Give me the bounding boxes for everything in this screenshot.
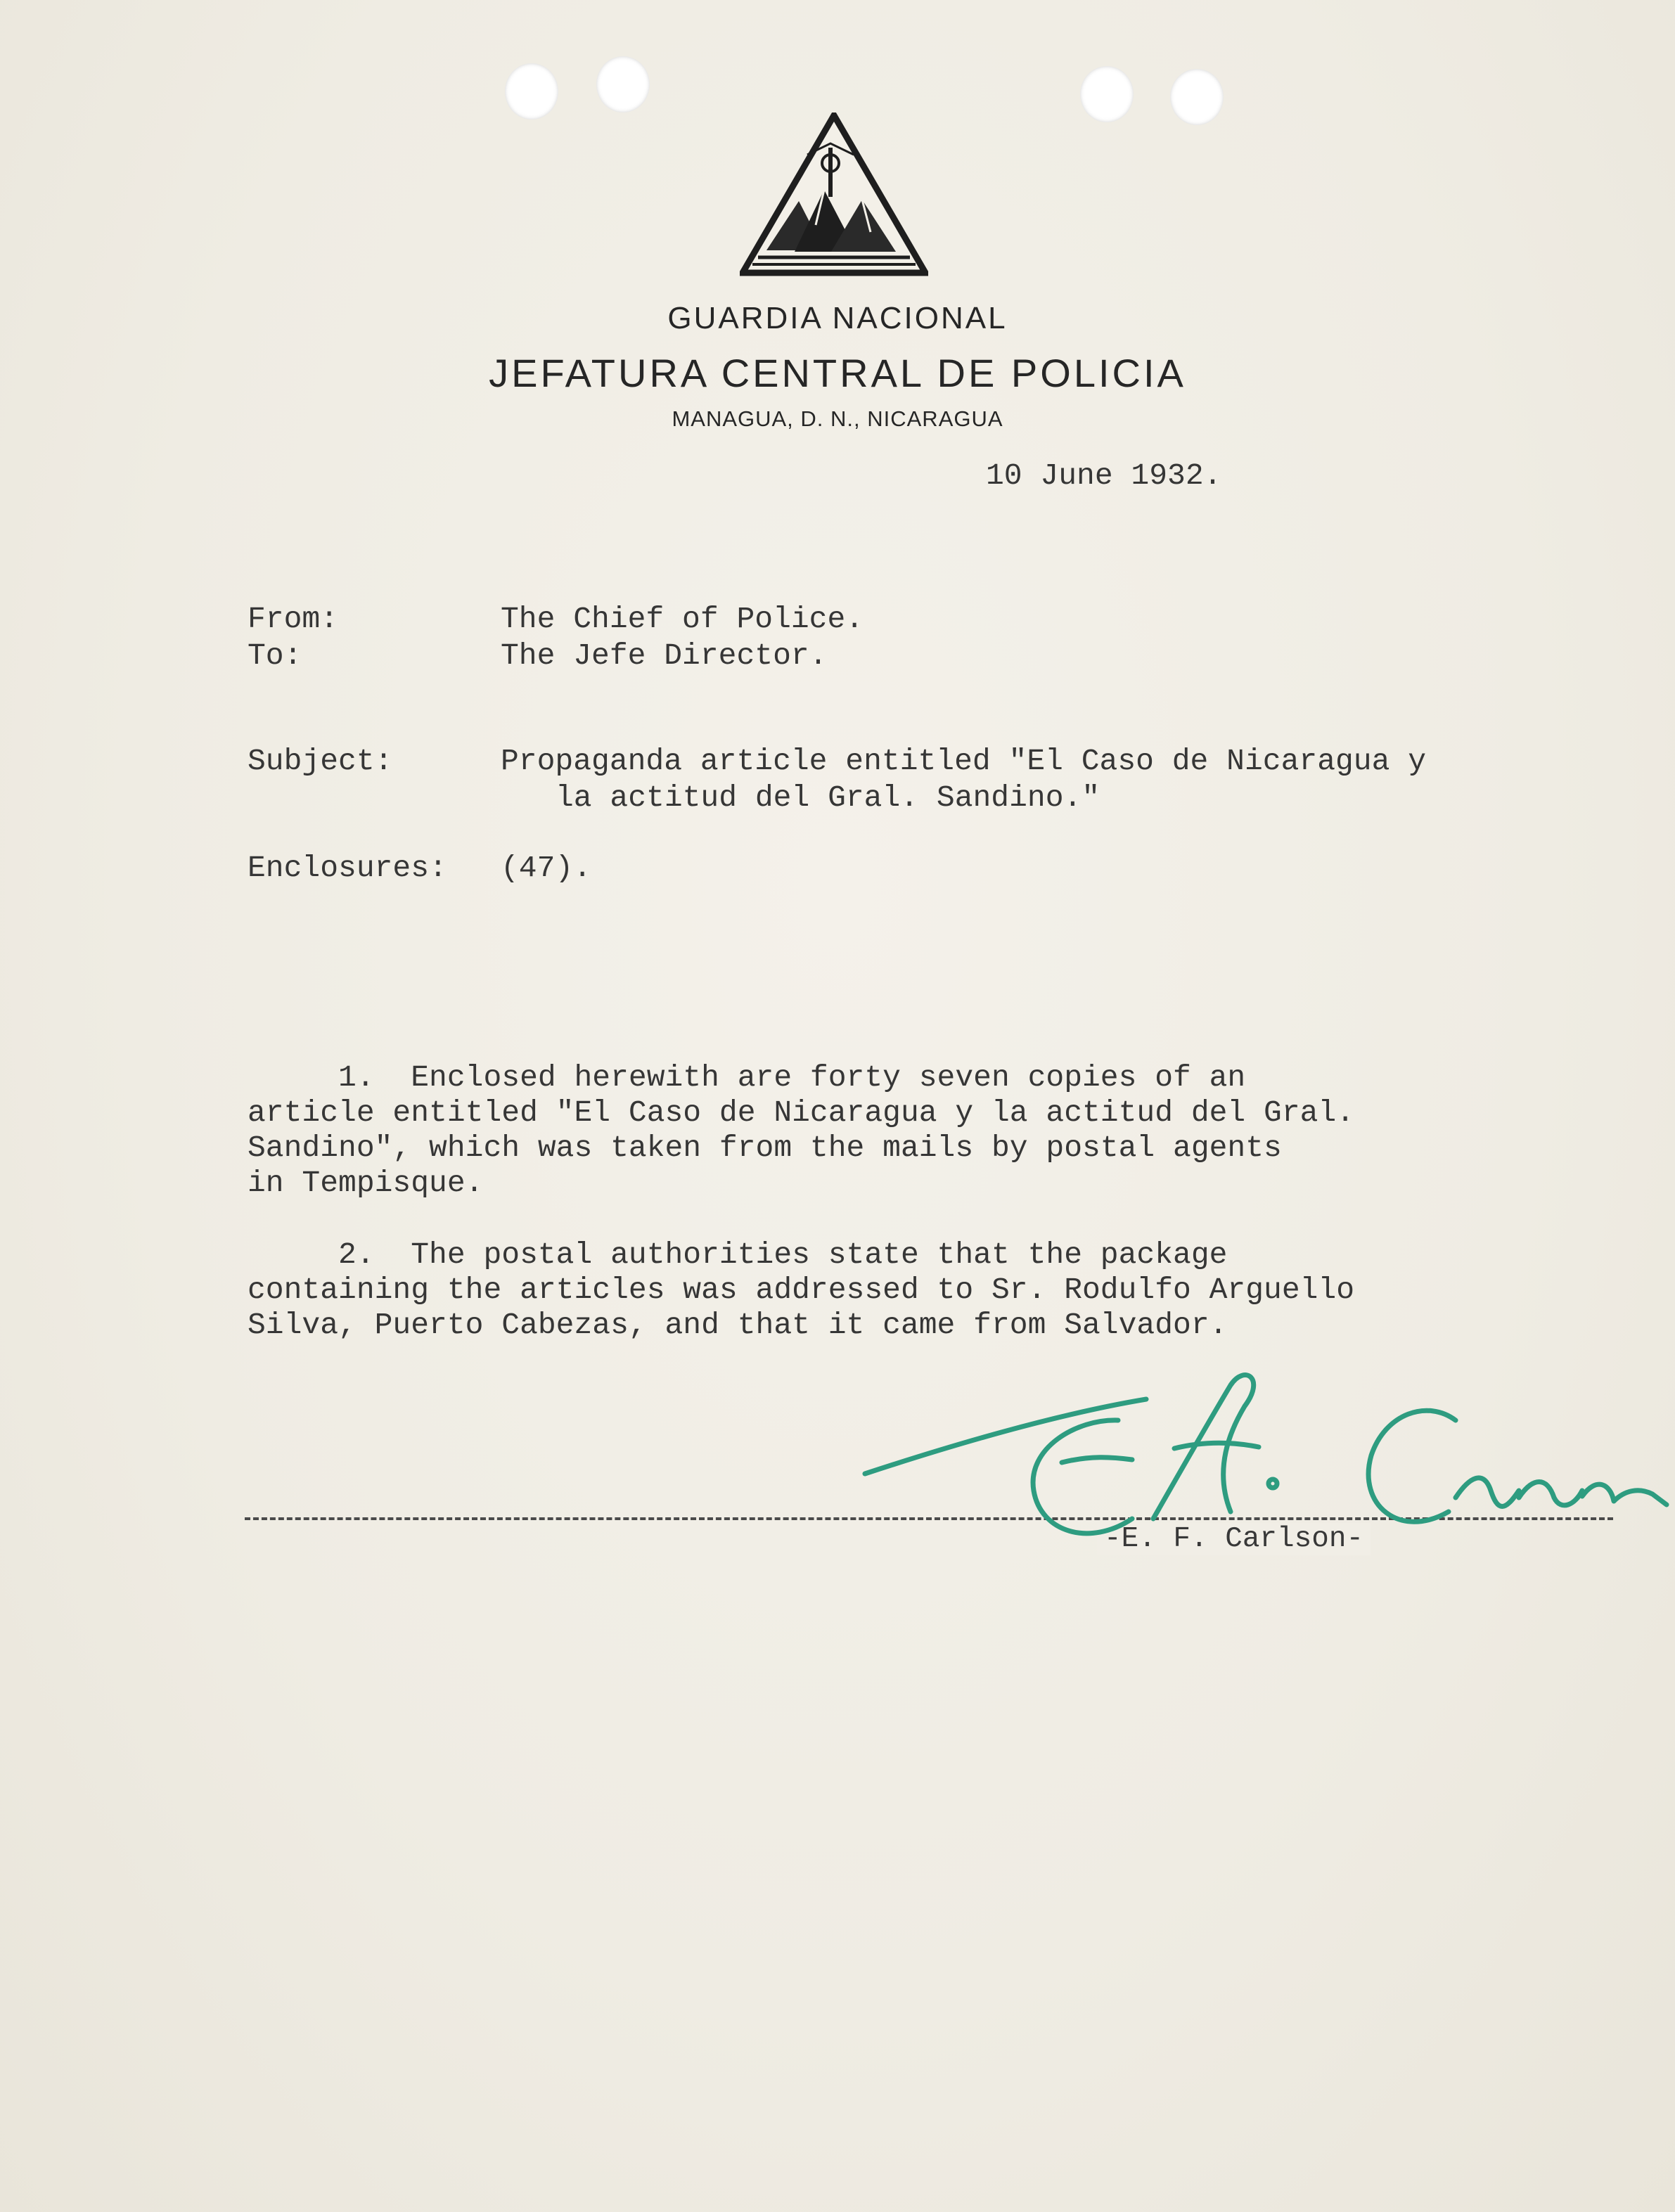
punch-hole [505, 63, 558, 120]
paragraph-1-line: in Tempisque. [248, 1166, 484, 1200]
enclosures-label: Enclosures: [248, 851, 447, 885]
punch-hole [1170, 69, 1224, 125]
from-label: From: [248, 602, 339, 636]
paragraph-2-line: containing the articles was addressed to Sr. Rodulfo Arguello [248, 1273, 1355, 1307]
paragraph-2-line: Silva, Puerto Cabezas, and that it came from Salvador. [248, 1308, 1228, 1342]
handwritten-signature [851, 1336, 1674, 1561]
to-value: The Jefe Director. [501, 638, 828, 673]
from-value: The Chief of Police. [501, 602, 864, 636]
punch-hole [1080, 66, 1134, 122]
paragraph-1-line: article entitled "El Caso de Nicaragua y la actitud del Gral. [248, 1095, 1355, 1130]
paragraph-2-line: 2. The postal authorities state that the package [248, 1237, 1228, 1272]
letterhead-line1: GUARDIA NACIONAL [667, 301, 1008, 335]
subject-line-2: la actitud del Gral. Sandino." [556, 780, 1100, 815]
letterhead-address: MANAGUA, D. N., NICARAGUA [672, 406, 1003, 431]
letterhead-line2: JEFATURA CENTRAL DE POLICIA [489, 351, 1186, 395]
to-label: To: [248, 638, 302, 673]
typed-signature-name: -E. F. Carlson- [1097, 1523, 1371, 1555]
triangle-seal-icon [740, 112, 928, 277]
paragraph-1-line: Sandino", which was taken from the mails by postal agents [248, 1131, 1282, 1165]
subject-label: Subject: [248, 744, 393, 778]
paragraph-1-line: 1. Enclosed herewith are forty seven copies of an [248, 1060, 1246, 1095]
punch-hole [596, 56, 650, 112]
enclosures-value: (47). [501, 851, 592, 885]
subject-line-1: Propaganda article entitled "El Caso de Nicaragua y [501, 744, 1427, 778]
letter-date: 10 June 1932. [986, 458, 1222, 493]
